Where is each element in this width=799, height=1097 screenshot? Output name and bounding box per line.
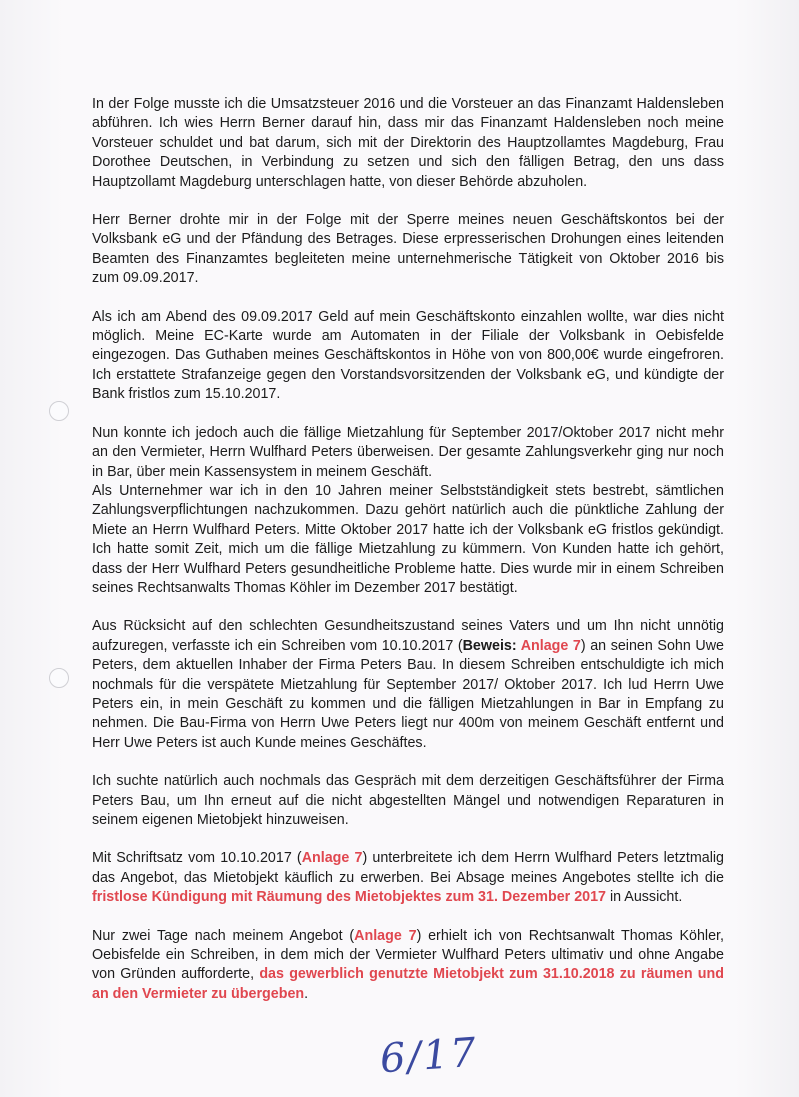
paragraph-5: Als Unternehmer war ich in den 10 Jahren meiner Selbstständigkeit stets bestrebt, sämtlichen Zahlungsverpflichtungen nachzukommen. Dazu gehört natürlich auch die pünktliche Zahlung der Miete an Herrn Wulfhard Peters. Mitte Oktober 2017 hatte ich der Volksbank eG fristlos gekündigt. Ich hatte somit Zeit, mich um die fällige Mietzahlung zu kümmern. Von Kunden hatte ich gehört, dass der Herr Wulfhard Peters gesundheitliche Probleme hatte. Dies wurde mir in einem Schreiben seines Rechtsanwalts Thomas Köhler im Dezember 2017 bestätigt. <box>92 482 724 596</box>
paragraph-4: Nun konnte ich jedoch auch die fällige Mietzahlung für September 2017/Oktober 2017 nicht mehr an den Vermieter, Herrn Wulfhard Peters überweisen. Der gesamte Zahlungsverkehr ging nur noch in Bar, über mein Kassensystem in meinem Geschäft. <box>92 424 724 480</box>
highlighted-demand: das gewerblich genutzte Mietobjekt zum 31.10.2018 zu räumen und an den Vermieter zu übergeben <box>92 966 724 1002</box>
punch-hole-top <box>49 401 69 421</box>
paragraph-9-text-e: . <box>304 985 309 1002</box>
paragraph-1: In der Folge musste ich die Umsatzsteuer 2016 und die Vorsteuer an das Finanzamt Haldensleben abführen. Ich wies Herrn Berner darauf hin, dass mir das Finanzamt Haldensleben noch meine Vorsteuer schuldet und bat darum, sich mit der Direktorin des Hauptzollamtes Magdeburg, Frau Dorothee Deutschen, in Verbindung zu setzen und sich den fälligen Betrag, den uns dass Hauptzollamt Magdeburg unterschlagen hatte, von dieser Behörde abzuholen. <box>92 96 724 190</box>
paragraph-9 <box>92 927 724 1005</box>
paragraph-6-text-d: ) an seinen Sohn Uwe Peters, dem aktuellen Inhaber der Firma Peters Bau. In diesem Schreiben entschuldigte ich mich nochmals für die verspätete Mietzahlung für September 2017/ Oktober 2017. Ich lud Herrn Uwe Peters ein, in mein Geschäft zu kommen und die fälligen Mietzahlungen in Bar in Empfang zu nehmen. Die Bau-Firma von Herrn Uwe Peters liegt nur 400m von meinem Geschäft entfernt und Herr Uwe Peters ist auch Kunde meines Geschäftes. <box>92 637 724 751</box>
paragraph-8 <box>92 849 724 907</box>
paragraph-7: Ich suchte natürlich auch nochmals das Gespräch mit dem derzeitigen Geschäftsführer der Firma Peters Bau, um Ihn erneut auf die nicht abgestellten Mängel und notwendigen Reparaturen in seinem eigenen Mietobjekt hinzuweisen. <box>92 773 724 828</box>
paragraph-2: Herr Berner drohte mir in der Folge mit der Sperre meines neuen Geschäftskontos bei der Volksbank eG und der Pfändung des Betrages. Diese erpresserischen Drohungen eines leitenden Beamten des Finanzamtes begleiteten meine unternehmerische Tätigkeit von Oktober 2016 bis zum 09.09.2017. <box>92 212 724 287</box>
highlighted-notice: fristlose Kündigung mit Räumung des Mietobjektes zum 31. Dezember 2017 <box>92 889 607 906</box>
paragraph-9-text-c: ) erhielt ich von Rechtsanwalt Thomas Köhler, Oebisfelde ein Schreiben, in dem mich der Vermieter Wulfhard Peters ultimativ und ohne Angabe von Gründen aufforderte, <box>92 927 724 983</box>
paragraph-3: Als ich am Abend des 09.09.2017 Geld auf mein Geschäftskonto einzahlen wollte, war dies nicht möglich. Meine EC-Karte wurde am Automaten in der Filiale der Volksbank in Oebisfelde eingezogen. Das Guthaben meines Geschäftskontos in Höhe von von 800,00€ wurde eingefroren. Ich erstattete Strafanzeige gegen den Vorstandsvorsitzenden der Volksbank eG, und kündigte der Bank fristlos zum 15.10.2017. <box>92 308 724 403</box>
anlage-reference: Anlage 7 <box>520 637 581 654</box>
anlage-reference: Anlage 7 <box>354 927 417 944</box>
paragraph-6-text-a: Aus Rücksicht auf den schlechten Gesundheitszustand seines Vaters und um Ihn nicht unnötig aufzuregen, verfasste ich ein Schreiben vom 10.10.2017 ( <box>92 618 724 654</box>
document-body <box>92 95 724 1023</box>
handwritten-page-number: 6/17 <box>378 1029 480 1083</box>
anlage-reference: Anlage 7 <box>301 850 363 867</box>
beweis-label: Beweis: <box>462 637 521 654</box>
paragraph-8-text-a: Mit Schriftsatz vom 10.10.2017 ( <box>92 850 302 867</box>
punch-hole-bottom <box>49 668 69 688</box>
paragraph-9-text-a: Nur zwei Tage nach meinem Angebot ( <box>92 927 355 944</box>
paragraph-8-text-c: ) unterbreitete ich dem Herrn Wulfhard Peters letztmalig das Angebot, das Mietobjekt käuflich zu erwerben. Bei Absage meines Angebotes stellte ich die <box>92 850 724 886</box>
paragraph-6 <box>92 617 724 753</box>
paragraph-8-text-e: in Aussicht. <box>606 889 683 906</box>
